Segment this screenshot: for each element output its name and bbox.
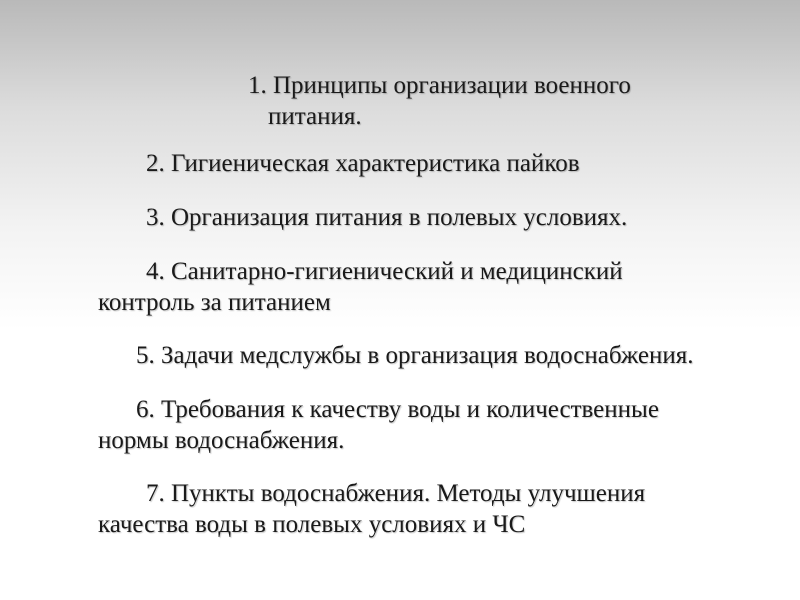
list-item-6 (0, 394, 800, 456)
list-item-7-line1: 7. Пункты водоснабжения. Методы улучшения (146, 480, 646, 507)
list-item-6-line2: нормы водоснабжения. (98, 427, 345, 454)
list-item-4-line2: контроль за питанием (98, 289, 331, 316)
list-item-1-line1: 1. Принципы организации военного (248, 72, 631, 99)
list-item-6-line1: 6. Требования к качеству воды и количественные (136, 396, 659, 423)
list-item-4-line1: 4. Санитарно-гигиенический и медицинский (146, 258, 623, 285)
list-item-1-line2: питания. (268, 103, 362, 130)
list-item-3 (0, 202, 800, 233)
list-item-5 (0, 340, 800, 371)
list-item-4 (0, 256, 800, 318)
list-item-3-line1: 3. Организация питания в полевых условиях. (146, 204, 628, 231)
list-item-7-line2: качества воды в полевых условиях и ЧС (98, 511, 526, 538)
list-item-7 (0, 478, 800, 540)
list-item-2-line1: 2. Гигиеническая характеристика пайков (146, 150, 580, 177)
list-item-1 (0, 70, 800, 132)
list-item-5-line1: 5. Задачи медслужбы в организация водоснабжения. (136, 342, 694, 369)
list-item-2 (0, 148, 800, 179)
